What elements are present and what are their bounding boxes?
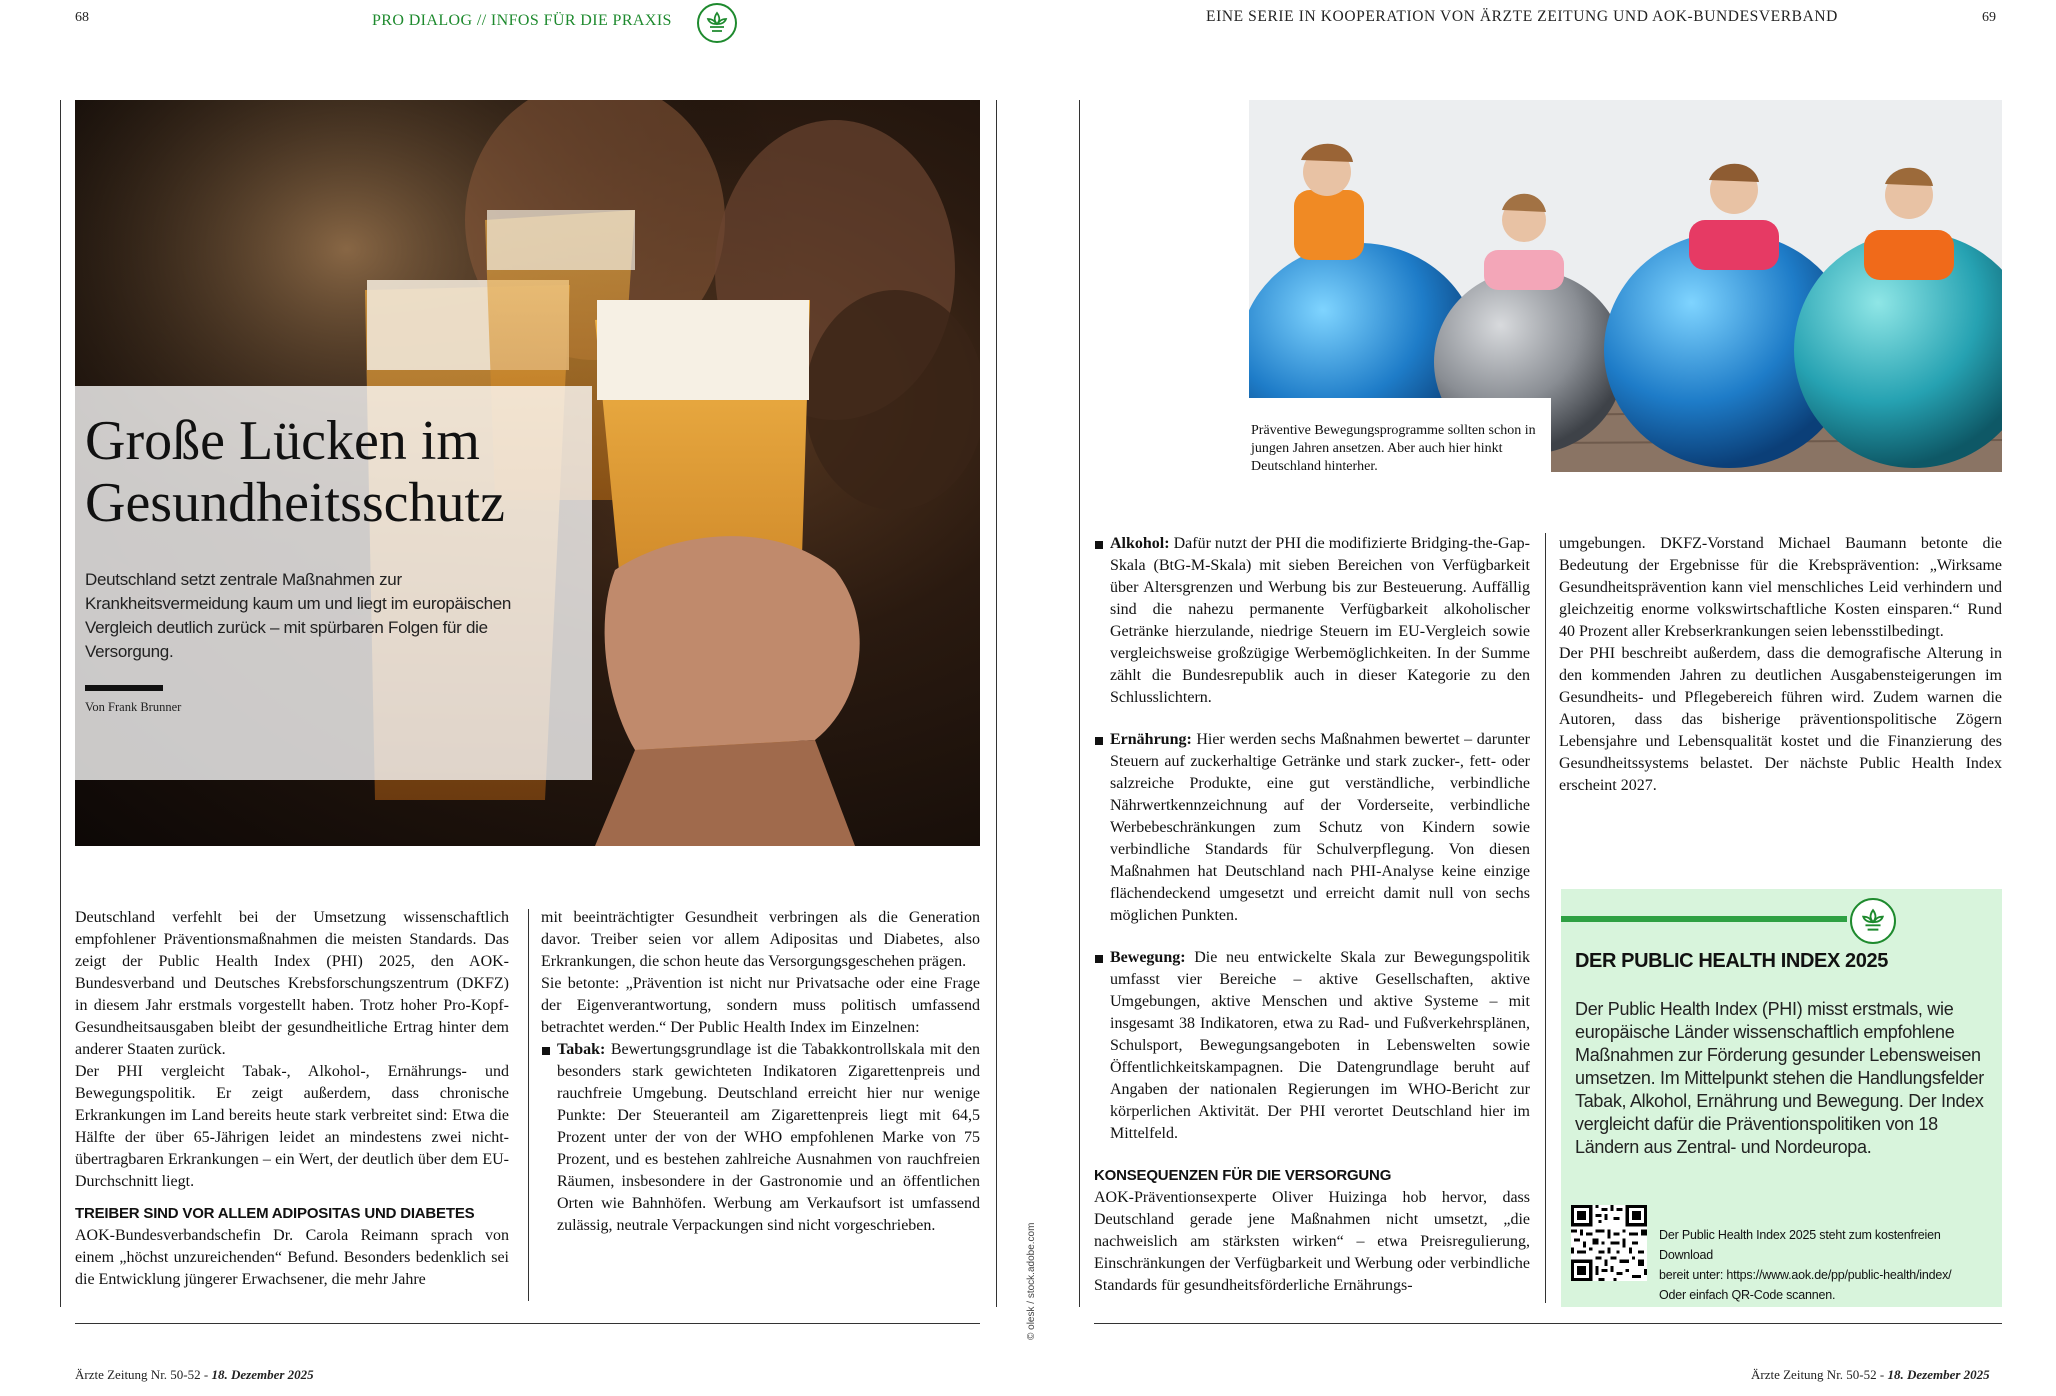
footer-rule <box>75 1323 980 1324</box>
bullet-item-bewegung <box>1094 947 1530 1145</box>
bullet-text: Die neu entwickelte Skala zur Bewegungspolitik umfasst vier Bereiche – aktive Gesellschaften, aktive Umgebungen, aktive Menschen und aktive Systeme – mit insgesamt 38 Indikatoren, etwa zu Rad- und Fußverkehrsplänen, Schulsport, Bewegungsangeboten in Lebenswelten sowie Öffentlichkeitskampagnen. Die Datengrundlage beruht auf Angaben der nationalen Regierungen im WHO-Bericht zur körperlichen Aktivität. Der PHI verortet Deutschland hier im Mittelfeld. <box>1110 949 1531 1142</box>
footer-left <box>75 1367 314 1383</box>
paragraph: umgebungen. DKFZ-Vorstand Michael Baumann betonte die Bedeutung der Ergebnisse für die Krebsprävention: „Wirksame Gesundheitsprävention kann viel menschliches Leid verhindern und gleichzeitig enorme volkswirtschaftliche Kosten einsparen.“ Rund 40 Prozent aller Krebserkrankungen seien lebensstilbedingt. <box>1559 535 2002 640</box>
bullet-label: Bewegung: <box>1110 949 1186 966</box>
infobox-text: Der Public Health Index (PHI) misst erstmals, wie europäische Länder wissenschaftlich empfohlene Maßnahmen zur Förderung gesunder Lebensweisen umsetzen. Im Mittelpunkt stehen die Handlungsfelder Tabak, Alkohol, Ernährung und Bewegung. Der Index vergleicht dafür die Präventionspolitiken von 18 Ländern aus Zentral- und Nordeuropa. <box>1575 999 1984 1157</box>
photo-caption: Präventive Bewegungsprogramme sollten schon in jungen Jahren ansetzen. Aber auch hier hinkt Deutschland hinterher. <box>1251 423 1536 474</box>
footer-separator: - <box>200 1367 212 1382</box>
byline: Von Frank Brunner <box>85 700 182 714</box>
bullet-item-alkohol <box>1094 533 1530 709</box>
subheading: TREIBER SIND VOR ALLEM ADIPOSITAS UND DIABETES <box>75 1205 475 1222</box>
bullet-item-ernaehrung <box>1094 729 1530 927</box>
column-divider <box>1545 533 1546 1303</box>
bullet-text: Bewertungsgrundlage ist die Tabakkontrollskala mit den besonders stark gewichteten Indikatoren Zigarettenpreis und rauchfreie Umgebung. Deutschland erreicht hier nur wenige Punkte: Der Steueranteil am Zigarettenpreis liegt mit 64,5 Prozent unter der von der WHO empfohlenen Marke von 75 Prozent, und es bestehen zahlreiche Ausnahmen von rauchfreien Räumen, insbesondere in der Gastronomie und an öffentlichen Orten wie Bahnhöfen. Werbung am Verkaufsort ist umfassend zulässig, neutrale Verpackungen sind nicht vorgeschrieben. <box>557 1041 980 1234</box>
paragraph: Der PHI beschreibt außerdem, dass die demografische Alterung in den kommenden Jahren zu deutlichen Ausgabensteigerungen im Gesundheits- und Pflegebereich führen wird. Zudem warnen die Autoren, dass das bisherige präventionspolitische Zögern Lebensjahre und Lebensqualität kostet und die Finanzierung des Gesundheitssystems belastet. Der nächste Public Health Index erscheint 2027. <box>1559 645 2002 794</box>
text-column-2 <box>541 907 980 1237</box>
paragraph: Sie betonte: „Prävention ist nicht nur Privatsache oder eine Frage der Eigenverantwortung, sondern muss politisch umfassend betrachtet werden.“ Der Public Health Index im Einzelnen: <box>541 975 980 1036</box>
aok-logo-icon <box>697 3 737 43</box>
byline-divider <box>85 685 163 691</box>
page-number-left: 68 <box>75 10 89 25</box>
footer-date: 18. Dezember 2025 <box>211 1367 314 1382</box>
paragraph: Der PHI vergleicht Tabak-, Alkohol-, Ernährungs- und Bewegungspolitik. Er zeigt außerdem, dass chronische Erkrankungen im Land bereits heute stark verbreitet sind: Etwa die Hälfte der über 65-Jährigen leidet an mindestens zwei nicht-übertragbaren Erkrankungen – ein Wert, der deutlich über dem EU-Durchschnitt liegt. <box>75 1063 509 1190</box>
article-lede: Deutschland setzt zentrale Maßnahmen zur Krankheitsvermeidung kaum um und liegt im europäischen Vergleich deutlich zurück – mit spürbaren Folgen für die Versorgung. <box>85 570 512 661</box>
footer-right <box>1751 1367 1990 1383</box>
section-header-right: EINE SERIE IN KOOPERATION VON ÄRZTE ZEITUNG UND AOK-BUNDESVERBAND <box>1206 8 1838 25</box>
qr-code-icon[interactable] <box>1571 1205 1647 1281</box>
right-margin-rule <box>996 100 997 1307</box>
title-line-1: Große Lücken im <box>85 410 480 472</box>
footer-separator: - <box>1876 1367 1888 1382</box>
paragraph: Deutschland verfehlt bei der Umsetzung wissenschaftlich empfohlener Präventionsmaßnahmen die meisten Standards. Das zeigt der Public Health Index (PHI) 2025, den AOK-Bundesverband und Deutsches Krebsforschungszentrum (DKFZ) in diesem Jahr erstmals vorgestellt haben. Trotz hoher Pro-Kopf-Gesundheitsausgaben bleibt der gesundheitliche Ertrag hinter dem anderer Staaten zurück. <box>75 909 509 1058</box>
column-divider <box>528 909 529 1301</box>
footer-date: 18. Dezember 2025 <box>1887 1367 1990 1382</box>
left-page <box>0 0 1012 1396</box>
aok-logo-icon <box>1850 898 1896 944</box>
page-number-right: 69 <box>1982 10 1996 25</box>
tree-icon <box>1859 907 1887 935</box>
bullet-label: Ernährung: <box>1110 731 1192 748</box>
tree-icon <box>704 10 730 36</box>
paragraph: mit beeinträchtigter Gesundheit verbringen als die Generation davor. Treiber seien vor allem Adipositas und Diabetes, also Erkrankungen, die schon heute das Versorgungsgeschehen prägen. <box>541 909 980 970</box>
left-margin-rule <box>60 100 61 1307</box>
article-title <box>85 410 585 534</box>
left-margin-rule-right <box>1079 100 1080 1307</box>
infobox-accent-bar <box>1561 916 1847 922</box>
text-column-1 <box>75 907 509 1291</box>
infobox-download-note <box>1659 1225 1994 1305</box>
text-column-3 <box>1094 533 1530 1297</box>
footer-rule-right <box>1094 1323 2002 1324</box>
photo-credit: © olesk / stock.adobe.com <box>1026 1222 1037 1340</box>
download-link[interactable]: bereit unter: https://www.aok.de/pp/public-health/index/ <box>1659 1268 1952 1282</box>
footer-publication: Ärzte Zeitung Nr. 50-52 <box>75 1367 201 1382</box>
bullet-item-tabak <box>541 1039 980 1237</box>
bullet-label: Tabak: <box>557 1041 606 1058</box>
paragraph: AOK-Präventionsexperte Oliver Huizinga hob hervor, dass Deutschland gerade jene Maßnahmen nicht umsetzt, „die nachweislich am stärksten wirken“ – etwa Preisregulierung, Einschränkungen der Verfügbarkeit und Werbung oder verbindliche Standards für gesundheitsförderliche Ernährungs- <box>1094 1189 1530 1294</box>
bullet-text: Dafür nutzt der PHI die modifizierte Bridging-the-Gap-Skala (BtG-M-Skala) mit sieben Bereichen von Verfügbarkeit über Altersgrenzen und Werbung bis zur Besteuerung. Auffällig sind die nahezu permanente Verfügbarkeit alkoholischer Getränke hierzulande, niedrige Steuern im EU-Vergleich sowie vergleichsweise großzügige Werbemöglichkeiten. In der Summe zählt die Bundesrepublik auch in dieser Kategorie zu den Schlusslichtern. <box>1110 535 1531 706</box>
text-column-4 <box>1559 533 2002 797</box>
subheading: KONSEQUENZEN FÜR DIE VERSORGUNG <box>1094 1167 1392 1184</box>
bullet-label: Alkohol: <box>1110 535 1170 552</box>
footer-publication: Ärzte Zeitung Nr. 50-52 <box>1751 1367 1877 1382</box>
paragraph: AOK-Bundesverbandschefin Dr. Carola Reimann sprach von einem „höchst unzureichenden“ Befund. Besonders bedenklich sei die Entwicklung jüngerer Erwachsener, die mehr Jahre <box>75 1227 509 1288</box>
infobox-title: DER PUBLIC HEALTH INDEX 2025 <box>1575 950 1888 972</box>
download-line-1: Der Public Health Index 2025 steht zum kostenfreien Download <box>1659 1228 1941 1262</box>
download-line-3: Oder einfach QR-Code scannen. <box>1659 1288 1836 1302</box>
qr-code-graphic <box>1571 1205 1647 1281</box>
section-header-left: PRO DIALOG // INFOS FÜR DIE PRAXIS <box>372 12 672 29</box>
bullet-text: Hier werden sechs Maßnahmen bewertet – darunter Steuern auf zuckerhaltige Getränke und stark zucker-, fett- oder salzreiche Produkte, eine gut verständliche, verbindliche Nährwertkennzeichnung auf der Vorderseite, verbindliche Werbebeschränkungen zum Schutz von Kindern sowie verbindliche Standards für Schulverpflegung. Von diesen Maßnahmen hat Deutschland nach PHI-Analyse keine einzige flächendeckend umgesetzt und erreicht damit null von sechs möglichen Punkten. <box>1110 731 1531 924</box>
title-line-2: Gesundheitsschutz <box>85 472 505 534</box>
